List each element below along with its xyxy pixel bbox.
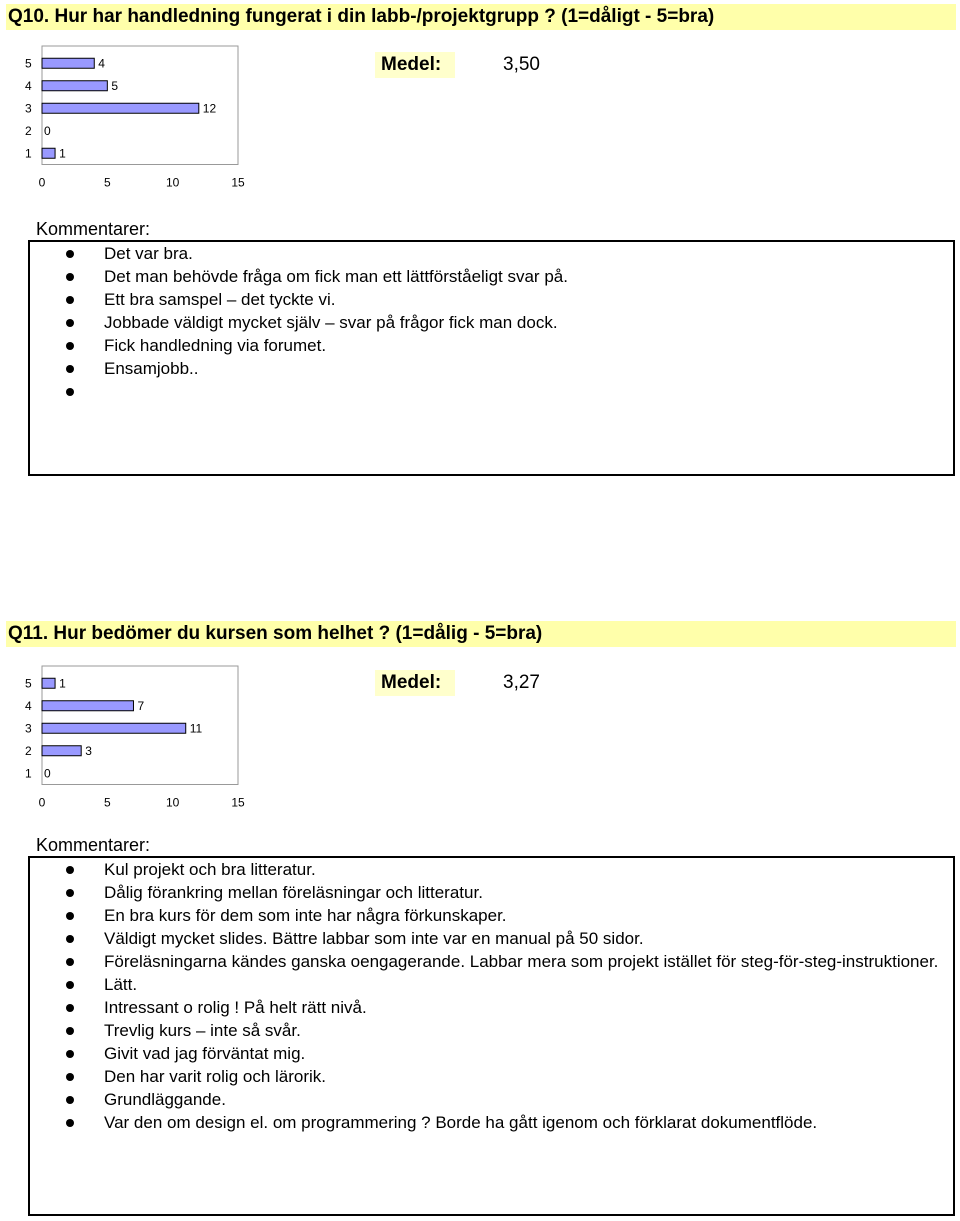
comment-text: Trevlig kurs – inte så svår. xyxy=(104,1021,301,1040)
bullet-icon xyxy=(66,342,74,350)
comment-item xyxy=(30,973,944,996)
comment-text: Lätt. xyxy=(104,975,138,994)
comment-item xyxy=(30,334,944,357)
q11-comments-box xyxy=(28,856,955,1216)
y-tick-label: 1 xyxy=(25,766,32,781)
bullet-icon xyxy=(66,912,74,920)
bullet-icon xyxy=(66,1073,74,1081)
comment-text: Föreläsningarna kändes ganska oengagerande. Labbar mera som projekt istället för steg-för-steg-instruktioner. xyxy=(104,952,939,971)
comment-text: Givit vad jag förväntat mig. xyxy=(104,1044,306,1063)
data-label: 5 xyxy=(111,78,119,93)
q10-chart xyxy=(22,46,262,196)
comment-item xyxy=(30,927,944,950)
bullet-icon xyxy=(66,1004,74,1012)
data-label: 0 xyxy=(44,123,51,138)
comment-text: Var den om design el. om programmering ? Borde ha gått igenom och förklarat dokumentflöde. xyxy=(104,1113,818,1132)
x-tick-label: 15 xyxy=(231,175,245,190)
q10-medel-value: 3,50 xyxy=(503,54,540,75)
q11-chart xyxy=(22,666,262,816)
comment-text: En bra kurs för dem som inte har några förkunskaper. xyxy=(104,906,507,925)
data-label: 12 xyxy=(202,101,217,116)
comment-item xyxy=(30,288,944,311)
data-label: 0 xyxy=(44,766,51,781)
comment-text: Kul projekt och bra litteratur. xyxy=(104,860,316,879)
comment-item xyxy=(30,1088,944,1111)
q10-comments-box xyxy=(28,240,955,476)
x-tick-label: 0 xyxy=(38,795,46,810)
q10-comments-list xyxy=(30,242,944,380)
bullet-icon xyxy=(66,1096,74,1104)
y-tick-label: 3 xyxy=(25,721,32,736)
y-tick-label: 2 xyxy=(25,743,32,758)
bullet-icon xyxy=(66,250,74,258)
comment-text: Väldigt mycket slides. Bättre labbar som inte var en manual på 50 sidor. xyxy=(104,929,644,948)
comment-item xyxy=(30,904,944,927)
data-label: 1 xyxy=(59,146,66,161)
comment-text: Fick handledning via forumet. xyxy=(104,336,327,355)
bullet-icon xyxy=(66,319,74,327)
y-tick-label: 1 xyxy=(25,146,32,161)
bullet-icon xyxy=(66,1119,74,1127)
bullet-icon xyxy=(66,365,74,373)
x-tick-label: 5 xyxy=(103,175,111,190)
comment-item xyxy=(30,1111,944,1134)
data-label: 3 xyxy=(85,743,92,758)
y-tick-label: 5 xyxy=(25,676,32,691)
comment-item xyxy=(30,858,944,881)
comment-item xyxy=(30,1065,944,1088)
x-tick-label: 10 xyxy=(165,795,180,810)
comment-text: Grundläggande. xyxy=(104,1090,226,1109)
y-tick-label: 4 xyxy=(25,698,32,713)
q10-bar-chart xyxy=(22,46,262,196)
comment-item xyxy=(30,996,944,1019)
bullet-icon xyxy=(66,958,74,966)
comment-item xyxy=(30,265,944,288)
bar xyxy=(42,723,186,733)
data-label: 1 xyxy=(59,676,66,691)
q10-title: Q10. Hur har handledning fungerat i din labb-/projektgrupp ? (1=dåligt - 5=bra) xyxy=(6,4,956,30)
q11-bar-chart xyxy=(22,666,262,816)
x-tick-label: 10 xyxy=(165,175,180,190)
x-tick-label: 5 xyxy=(103,795,111,810)
bar xyxy=(42,678,55,688)
comment-text: Ett bra samspel – det tyckte vi. xyxy=(104,290,336,309)
q11-medel-label: Medel: xyxy=(375,670,455,696)
y-tick-label: 2 xyxy=(25,123,32,138)
comment-text: Dålig förankring mellan föreläsningar och litteratur. xyxy=(104,883,483,902)
comment-text: Intressant o rolig ! På helt rätt nivå. xyxy=(104,998,367,1017)
data-label: 4 xyxy=(98,56,105,71)
comment-item xyxy=(30,1019,944,1042)
comment-item xyxy=(30,950,944,973)
y-tick-label: 3 xyxy=(25,101,32,116)
q11-comments-list xyxy=(30,858,944,1134)
comment-text: Den har varit rolig och lärorik. xyxy=(104,1067,327,1086)
comment-item xyxy=(30,242,944,265)
comment-item xyxy=(30,1042,944,1065)
comment-text: Det var bra. xyxy=(104,244,193,263)
comment-item xyxy=(30,311,944,334)
comment-text: Ensamjobb.. xyxy=(104,359,199,378)
bullet-icon xyxy=(66,889,74,897)
q10-medel-label: Medel: xyxy=(375,52,455,78)
bar xyxy=(42,148,55,158)
bar xyxy=(42,81,107,91)
y-tick-label: 5 xyxy=(25,56,32,71)
data-label: 11 xyxy=(189,721,203,736)
bullet-icon xyxy=(66,273,74,281)
q10-comments-title: Kommentarer: xyxy=(36,219,151,239)
q11-title: Q11. Hur bedömer du kursen som helhet ? (1=dålig - 5=bra) xyxy=(6,621,956,647)
bullet-icon xyxy=(66,935,74,943)
bullet-icon xyxy=(66,388,74,396)
bar xyxy=(42,701,133,711)
bullet-icon xyxy=(66,1050,74,1058)
bullet-icon xyxy=(66,296,74,304)
x-tick-label: 15 xyxy=(231,795,245,810)
x-tick-label: 0 xyxy=(38,175,46,190)
q11-medel-value: 3,27 xyxy=(503,672,540,693)
data-label: 7 xyxy=(137,698,145,713)
bullet-icon xyxy=(66,981,74,989)
bar xyxy=(42,103,199,113)
bar xyxy=(42,58,94,68)
comment-text: Jobbade väldigt mycket själv – svar på frågor fick man dock. xyxy=(104,313,558,332)
comment-item xyxy=(30,881,944,904)
y-tick-label: 4 xyxy=(25,78,32,93)
bullet-icon xyxy=(66,1027,74,1035)
bullet-icon xyxy=(66,866,74,874)
bar xyxy=(42,746,81,756)
comment-text: Det man behövde fråga om fick man ett lättförståeligt svar på. xyxy=(104,267,568,286)
q11-comments-title: Kommentarer: xyxy=(36,835,151,855)
comment-item xyxy=(30,357,944,380)
